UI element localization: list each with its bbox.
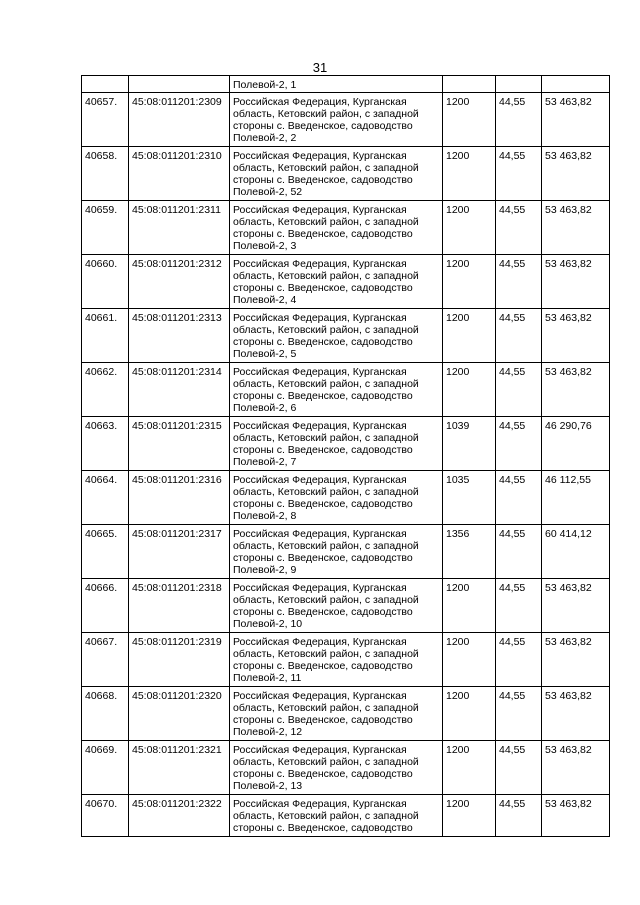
address-cell: [230, 147, 443, 201]
row-number-cell: 40663.: [82, 417, 129, 471]
address-line: стороны с. Введенское, садоводство: [233, 444, 413, 456]
address-line: стороны с. Введенское, садоводство: [233, 660, 413, 672]
cadastral-number-cell: 45:08:011201:2321: [129, 741, 230, 795]
rate-cell: 44,55: [496, 363, 542, 417]
area-cell: 1200: [443, 795, 496, 837]
table-row: [82, 471, 610, 525]
row-number-cell: 40667.: [82, 633, 129, 687]
row-number-cell: [82, 76, 129, 93]
address-line: область, Кетовский район, с западной: [233, 648, 419, 660]
rate-cell: 44,55: [496, 525, 542, 579]
rate-cell: [496, 76, 542, 93]
table-row: [82, 309, 610, 363]
address-line: область, Кетовский район, с западной: [233, 594, 419, 606]
table-row: [82, 93, 610, 147]
address-line: область, Кетовский район, с западной: [233, 540, 419, 552]
row-number-cell: 40658.: [82, 147, 129, 201]
address-cell: [230, 93, 443, 147]
table-row-continuation: [82, 76, 610, 93]
cadastral-value-cell: 53 463,82: [542, 795, 610, 837]
rate-cell: 44,55: [496, 687, 542, 741]
rate-cell: 44,55: [496, 471, 542, 525]
address-line: стороны с. Введенское, садоводство: [233, 822, 413, 834]
row-number-cell: 40664.: [82, 471, 129, 525]
address-line: Российская Федерация, Курганская: [233, 96, 407, 108]
cadastral-value-cell: 53 463,82: [542, 633, 610, 687]
table-row: [82, 255, 610, 309]
cadastral-value-cell: 46 112,55: [542, 471, 610, 525]
address-line: Полевой-2, 7: [233, 456, 297, 468]
cadastral-number-cell: 45:08:011201:2312: [129, 255, 230, 309]
address-cell: [230, 795, 443, 837]
address-cell: [230, 579, 443, 633]
row-number-cell: 40665.: [82, 525, 129, 579]
table-row: [82, 363, 610, 417]
address-line: стороны с. Введенское, садоводство: [233, 714, 413, 726]
area-cell: 1200: [443, 633, 496, 687]
rate-cell: 44,55: [496, 633, 542, 687]
address-line: стороны с. Введенское, садоводство: [233, 228, 413, 240]
area-cell: 1200: [443, 93, 496, 147]
row-number-cell: 40669.: [82, 741, 129, 795]
area-cell: [443, 76, 496, 93]
cadastral-number-cell: 45:08:011201:2318: [129, 579, 230, 633]
table-row: [82, 795, 610, 837]
address-line: Российская Федерация, Курганская: [233, 528, 407, 540]
row-number-cell: 40662.: [82, 363, 129, 417]
address-line: область, Кетовский район, с западной: [233, 432, 419, 444]
address-line: Российская Федерация, Курганская: [233, 204, 407, 216]
table-row: [82, 633, 610, 687]
cadastral-value-cell: 53 463,82: [542, 201, 610, 255]
table-row: [82, 147, 610, 201]
rate-cell: 44,55: [496, 201, 542, 255]
cadastral-number-cell: 45:08:011201:2317: [129, 525, 230, 579]
area-cell: 1200: [443, 147, 496, 201]
address-line: Полевой-2, 4: [233, 294, 297, 306]
address-line: Полевой-2, 12: [233, 726, 303, 738]
address-line: Российская Федерация, Курганская: [233, 420, 407, 432]
address-line: стороны с. Введенское, садоводство: [233, 174, 413, 186]
address-line: стороны с. Введенское, садоводство: [233, 120, 413, 132]
address-line: Полевой-2, 5: [233, 348, 297, 360]
address-line: стороны с. Введенское, садоводство: [233, 552, 413, 564]
cadastral-number-cell: 45:08:011201:2313: [129, 309, 230, 363]
cadastral-number-cell: 45:08:011201:2322: [129, 795, 230, 837]
address-cell: [230, 741, 443, 795]
rate-cell: 44,55: [496, 579, 542, 633]
address-cell: [230, 525, 443, 579]
cadastral-value-cell: 53 463,82: [542, 363, 610, 417]
address-line: область, Кетовский район, с западной: [233, 810, 419, 822]
cadastral-number-cell: [129, 76, 230, 93]
address-line: область, Кетовский район, с западной: [233, 324, 419, 336]
table-row: [82, 525, 610, 579]
address-cell: [230, 309, 443, 363]
area-cell: 1200: [443, 201, 496, 255]
address-line: Полевой-2, 9: [233, 564, 297, 576]
address-line: Российская Федерация, Курганская: [233, 744, 407, 756]
cadastral-number-cell: 45:08:011201:2309: [129, 93, 230, 147]
area-cell: 1200: [443, 579, 496, 633]
rate-cell: 44,55: [496, 309, 542, 363]
address-line: область, Кетовский район, с западной: [233, 486, 419, 498]
address-cell: [230, 76, 443, 93]
area-cell: 1039: [443, 417, 496, 471]
address-line: стороны с. Введенское, садоводство: [233, 606, 413, 618]
cadastral-number-cell: 45:08:011201:2311: [129, 201, 230, 255]
address-line: Полевой-2, 6: [233, 402, 297, 414]
area-cell: 1035: [443, 471, 496, 525]
address-cell: [230, 687, 443, 741]
address-line: Полевой-2, 13: [233, 780, 303, 792]
row-number-cell: 40670.: [82, 795, 129, 837]
row-number-cell: 40659.: [82, 201, 129, 255]
rate-cell: 44,55: [496, 255, 542, 309]
address-line: Российская Федерация, Курганская: [233, 582, 407, 594]
row-number-cell: 40661.: [82, 309, 129, 363]
address-cell: [230, 417, 443, 471]
cadastral-number-cell: 45:08:011201:2319: [129, 633, 230, 687]
address-line: Полевой-2, 2: [233, 132, 297, 144]
rate-cell: 44,55: [496, 741, 542, 795]
address-line: стороны с. Введенское, садоводство: [233, 390, 413, 402]
area-cell: 1200: [443, 741, 496, 795]
rate-cell: 44,55: [496, 417, 542, 471]
address-cell: [230, 471, 443, 525]
cadastral-value-cell: 60 414,12: [542, 525, 610, 579]
cadastral-value-cell: 46 290,76: [542, 417, 610, 471]
row-number-cell: 40660.: [82, 255, 129, 309]
cadastral-value-cell: 53 463,82: [542, 687, 610, 741]
area-cell: 1200: [443, 255, 496, 309]
address-line: область, Кетовский район, с западной: [233, 270, 419, 282]
address-line: Российская Федерация, Курганская: [233, 312, 407, 324]
row-number-cell: 40666.: [82, 579, 129, 633]
row-number-cell: 40668.: [82, 687, 129, 741]
cadastral-value-cell: 53 463,82: [542, 741, 610, 795]
address-line: Полевой-2, 1: [233, 79, 297, 91]
address-line: область, Кетовский район, с западной: [233, 756, 419, 768]
address-line: Полевой-2, 11: [233, 672, 302, 684]
area-cell: 1200: [443, 687, 496, 741]
cadastral-value-cell: 53 463,82: [542, 147, 610, 201]
rate-cell: 44,55: [496, 795, 542, 837]
row-number-cell: 40657.: [82, 93, 129, 147]
table-row: [82, 741, 610, 795]
address-line: Полевой-2, 10: [233, 618, 303, 630]
address-line: Российская Федерация, Курганская: [233, 150, 407, 162]
address-line: Российская Федерация, Курганская: [233, 366, 407, 378]
cadastral-value-cell: 53 463,82: [542, 579, 610, 633]
address-line: стороны с. Введенское, садоводство: [233, 282, 413, 294]
address-line: область, Кетовский район, с западной: [233, 162, 419, 174]
cadastral-number-cell: 45:08:011201:2314: [129, 363, 230, 417]
address-line: стороны с. Введенское, садоводство: [233, 336, 413, 348]
address-line: область, Кетовский район, с западной: [233, 378, 419, 390]
cadastral-number-cell: 45:08:011201:2315: [129, 417, 230, 471]
address-line: стороны с. Введенское, садоводство: [233, 768, 413, 780]
address-line: Российская Федерация, Курганская: [233, 798, 407, 810]
page-number: 31: [312, 60, 328, 75]
table-row: [82, 687, 610, 741]
address-line: Российская Федерация, Курганская: [233, 474, 407, 486]
address-line: Российская Федерация, Курганская: [233, 636, 407, 648]
cadastral-value-cell: 53 463,82: [542, 255, 610, 309]
address-line: область, Кетовский район, с западной: [233, 702, 419, 714]
cadastral-value-cell: [542, 76, 610, 93]
rate-cell: 44,55: [496, 93, 542, 147]
address-cell: [230, 255, 443, 309]
table-row: [82, 201, 610, 255]
table-row: [82, 579, 610, 633]
area-cell: 1356: [443, 525, 496, 579]
cadastral-value-cell: 53 463,82: [542, 309, 610, 363]
cadastral-number-cell: 45:08:011201:2320: [129, 687, 230, 741]
cadastral-value-cell: 53 463,82: [542, 93, 610, 147]
rate-cell: 44,55: [496, 147, 542, 201]
address-line: Полевой-2, 3: [233, 240, 297, 252]
address-line: область, Кетовский район, с западной: [233, 108, 419, 120]
address-line: Полевой-2, 8: [233, 510, 297, 522]
address-cell: [230, 633, 443, 687]
address-cell: [230, 201, 443, 255]
area-cell: 1200: [443, 363, 496, 417]
table-row: [82, 417, 610, 471]
cadastral-number-cell: 45:08:011201:2310: [129, 147, 230, 201]
address-line: Российская Федерация, Курганская: [233, 258, 407, 270]
land-plot-table: [81, 75, 610, 837]
address-line: Российская Федерация, Курганская: [233, 690, 407, 702]
address-line: область, Кетовский район, с западной: [233, 216, 419, 228]
area-cell: 1200: [443, 309, 496, 363]
address-line: Полевой-2, 52: [233, 186, 303, 198]
address-cell: [230, 363, 443, 417]
address-line: стороны с. Введенское, садоводство: [233, 498, 413, 510]
cadastral-number-cell: 45:08:011201:2316: [129, 471, 230, 525]
